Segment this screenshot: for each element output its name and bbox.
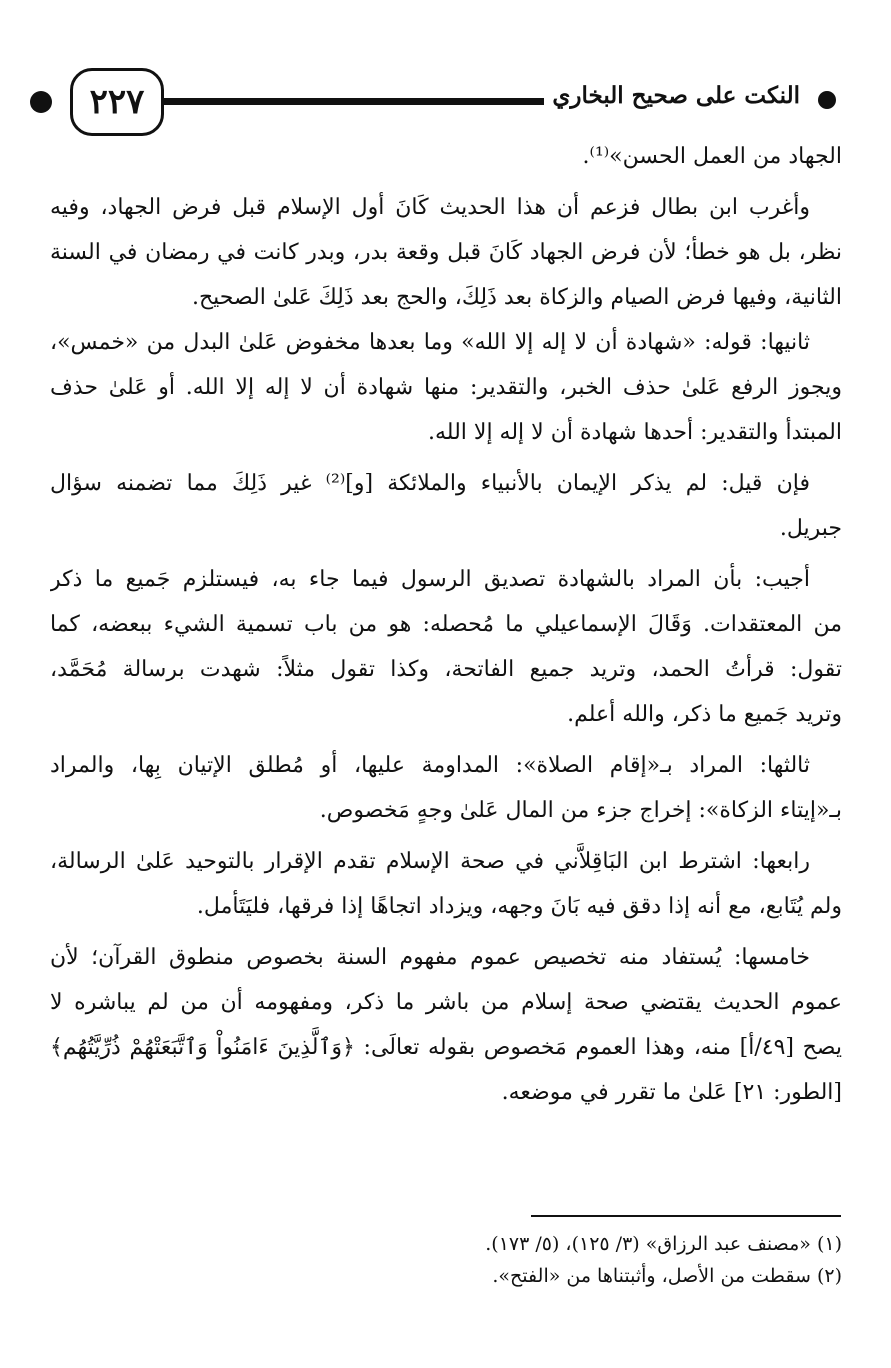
text-line: وتريد جَميع ما ذكر، والله أعلم. (567, 702, 842, 727)
text-line: المبتدأ والتقدير: أحدها شهادة أن لا إله إلا الله. (428, 420, 842, 445)
text-line: ثانيها: قوله: «شهادة أن لا إله إلا الله» وما بعدها مخفوض عَلىٰ البدل من «خمس»، (50, 330, 810, 355)
footnotes (50, 1228, 842, 1292)
text-line: رابعها: اشترط ابن البَاقِلاَّني في صحة الإسلام تقدم الإقرار بالتوحيد عَلىٰ الرسالة، (50, 849, 810, 874)
running-title: النكت على صحيح البخاري (544, 82, 808, 109)
footnote: (٢) سقطت من الأصل، وأثبتناها من «الفتح». (492, 1265, 842, 1287)
text-line: الثانية، وفيها فرض الصيام والزكاة بعد ذَلِكَ، والحج بعد ذَلِكَ عَلىٰ الصحيح. (191, 285, 842, 310)
text-line: فإن قيل: لم يذكر الإيمان بالأنبياء والملائكة [و]⁽²⁾ غير ذَلِكَ مما تضمنه سؤال (50, 471, 810, 496)
text-line: تقول: قرأتُ الحمد، وتريد جميع الفاتحة، وكذا تقول مثلاً: شهدت برسالة مُحَمَّد، (50, 657, 842, 682)
text-line: ثالثها: المراد بـ«إقام الصلاة»: المداومة عليها، أو مُطلق الإتيان بِها، والمراد (50, 753, 810, 778)
footnote: (١) «مصنف عبد الرزاق» (٣/ ١٢٥)، (٥/ ١٧٣). (485, 1233, 842, 1255)
footnote-rule (531, 1215, 841, 1217)
page-header (30, 68, 836, 138)
text-line: ولم يُتَابع، مع أنه إذا دقق فيه بَانَ وجهه، ويزداد اتجاهًا إذا فرقها، فليَتَأمل. (196, 894, 842, 919)
text-line: من المعتقدات. وَقَالَ الإسماعيلي ما مُحصله: هو من باب تسمية الشيء ببعضه، كما (50, 612, 842, 637)
body-text (50, 134, 842, 1115)
text-line: جبريل. (779, 516, 842, 541)
header-dot-right (818, 91, 836, 109)
header-dot-left (30, 91, 52, 113)
text-line: ويجوز الرفع عَلىٰ حذف الخبر، والتقدير: منها شهادة أن لا إله إلا الله. أو عَلىٰ حذف (50, 375, 842, 400)
text-line: بـ«إيتاء الزكاة»: إخراج جزء من المال عَلىٰ وجهٍ مَخصوص. (319, 798, 842, 823)
text-line: [الطور: ٢١] عَلىٰ ما تقرر في موضعه. (501, 1080, 842, 1105)
text-line: وأغرب ابن بطال فزعم أن هذا الحديث كَانَ أول الإسلام قبل فرض الجهاد، وفيه (50, 195, 810, 220)
text-line: يصح [٤٩/أ] منه، وهذا العموم مَخصوص بقوله تعالَى: ﴿وَٱلَّذِينَ ءَامَنُواْ وَٱتَّبَعَتْهُمْ ذُرِّيَّتُهُم﴾ (50, 1035, 842, 1060)
text-line: عموم الحديث يقتضي صحة إسلام من باشر ما ذكر، ومفهومه أن من لم يباشره لا (50, 990, 842, 1015)
page-number: ٢٢٧ (70, 68, 164, 136)
text-line: نظر، بل هو خطأ؛ لأن فرض الجهاد كَانَ قبل وقعة بدر، وبدر كانت في رمضان في السنة (50, 240, 842, 265)
text-line: الجهاد من العمل الحسن»⁽¹⁾. (582, 144, 842, 169)
text-line: أجيب: بأن المراد بالشهادة تصديق الرسول فيما جاء به، فيستلزم جَميع ما ذكر (50, 567, 810, 592)
text-line: خامسها: يُستفاد منه تخصيص عموم مفهوم السنة بخصوص منطوق القرآن؛ لأن (50, 945, 810, 970)
